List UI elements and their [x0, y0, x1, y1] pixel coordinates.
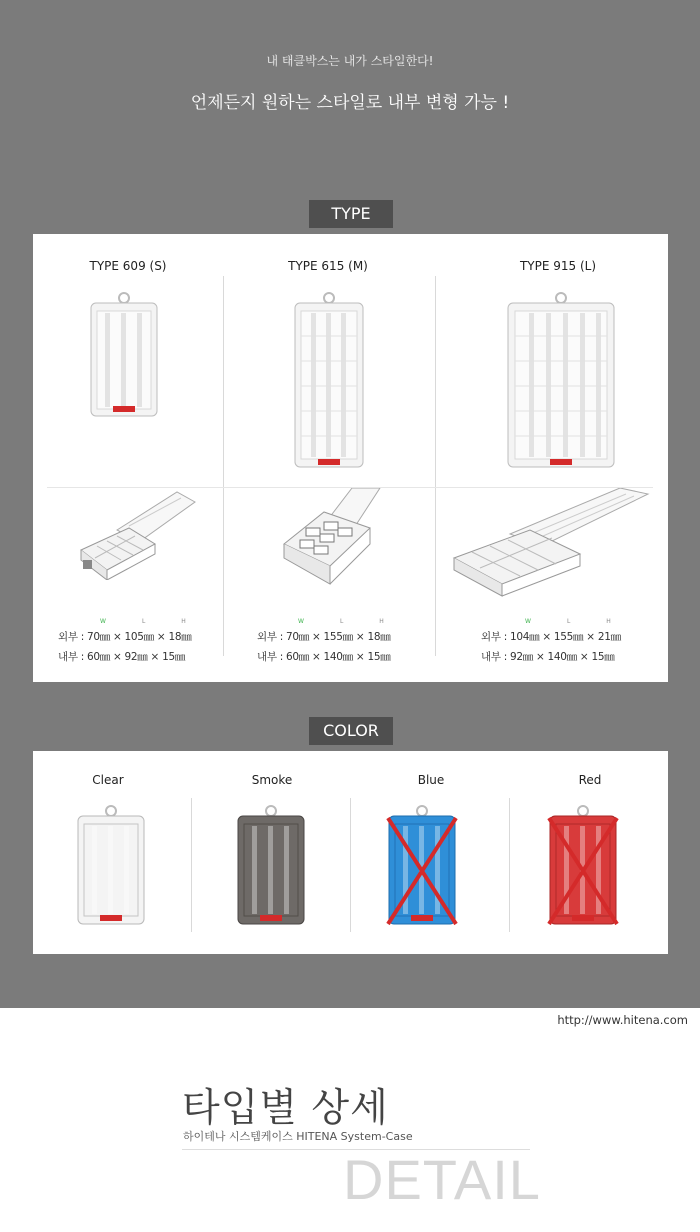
type-panel — [33, 234, 668, 682]
dimension-legend: W L H — [100, 618, 186, 625]
detail-word: DETAIL — [343, 1148, 541, 1211]
type-title: TYPE 615 (M) — [288, 259, 368, 273]
color-case-image — [547, 804, 619, 929]
color-panel — [33, 751, 668, 954]
headline: 언제든지 원하는 스타일로 내부 변형 가능 ! — [190, 93, 510, 113]
type-tag: TYPE — [309, 200, 393, 228]
inner-dimensions: 내부 : 92㎜ × 140㎜ × 15㎜ — [481, 651, 615, 663]
outer-dimensions: 외부 : 70㎜ × 155㎜ × 18㎜ — [257, 631, 391, 643]
divider — [223, 276, 224, 656]
detail-subtitle: 하이테나 시스템케이스 HITENA System-Case — [183, 1130, 413, 1143]
inner-dimensions: 내부 : 60㎜ × 140㎜ × 15㎜ — [257, 651, 391, 663]
outer-dimensions: 외부 : 70㎜ × 105㎜ × 18㎜ — [58, 631, 192, 643]
case-915-open-image — [450, 488, 650, 598]
divider — [509, 798, 510, 932]
dimension-legend: W L H — [298, 618, 384, 625]
detail-title: 타입별 상세 — [182, 1086, 389, 1131]
color-case-image — [386, 804, 458, 929]
type-title: TYPE 915 (L) — [519, 259, 597, 273]
type-title: TYPE 609 (S) — [89, 259, 167, 273]
color-case-image — [235, 804, 307, 929]
divider — [191, 798, 192, 932]
case-615-closed-image — [292, 291, 366, 473]
color-name: Blue — [417, 773, 445, 787]
case-915-closed-image — [505, 291, 617, 473]
divider — [435, 276, 436, 656]
outer-dimensions: 외부 : 104㎜ × 155㎜ × 21㎜ — [481, 631, 621, 643]
color-tag: COLOR — [309, 717, 393, 745]
website-url: http://www.hitena.com — [557, 1013, 688, 1027]
dimension-legend: W L H — [525, 618, 611, 625]
divider — [350, 798, 351, 932]
color-case-image — [75, 804, 147, 929]
case-609-open-image — [77, 488, 197, 580]
color-name: Smoke — [251, 773, 293, 787]
subtitle: 내 태클박스는 내가 스타일한다! — [266, 54, 434, 68]
case-609-closed-image — [88, 291, 160, 423]
color-name: Clear — [92, 773, 124, 787]
case-615-open-image — [278, 488, 382, 588]
inner-dimensions: 내부 : 60㎜ × 92㎜ × 15㎜ — [58, 651, 186, 663]
color-name: Red — [578, 773, 602, 787]
